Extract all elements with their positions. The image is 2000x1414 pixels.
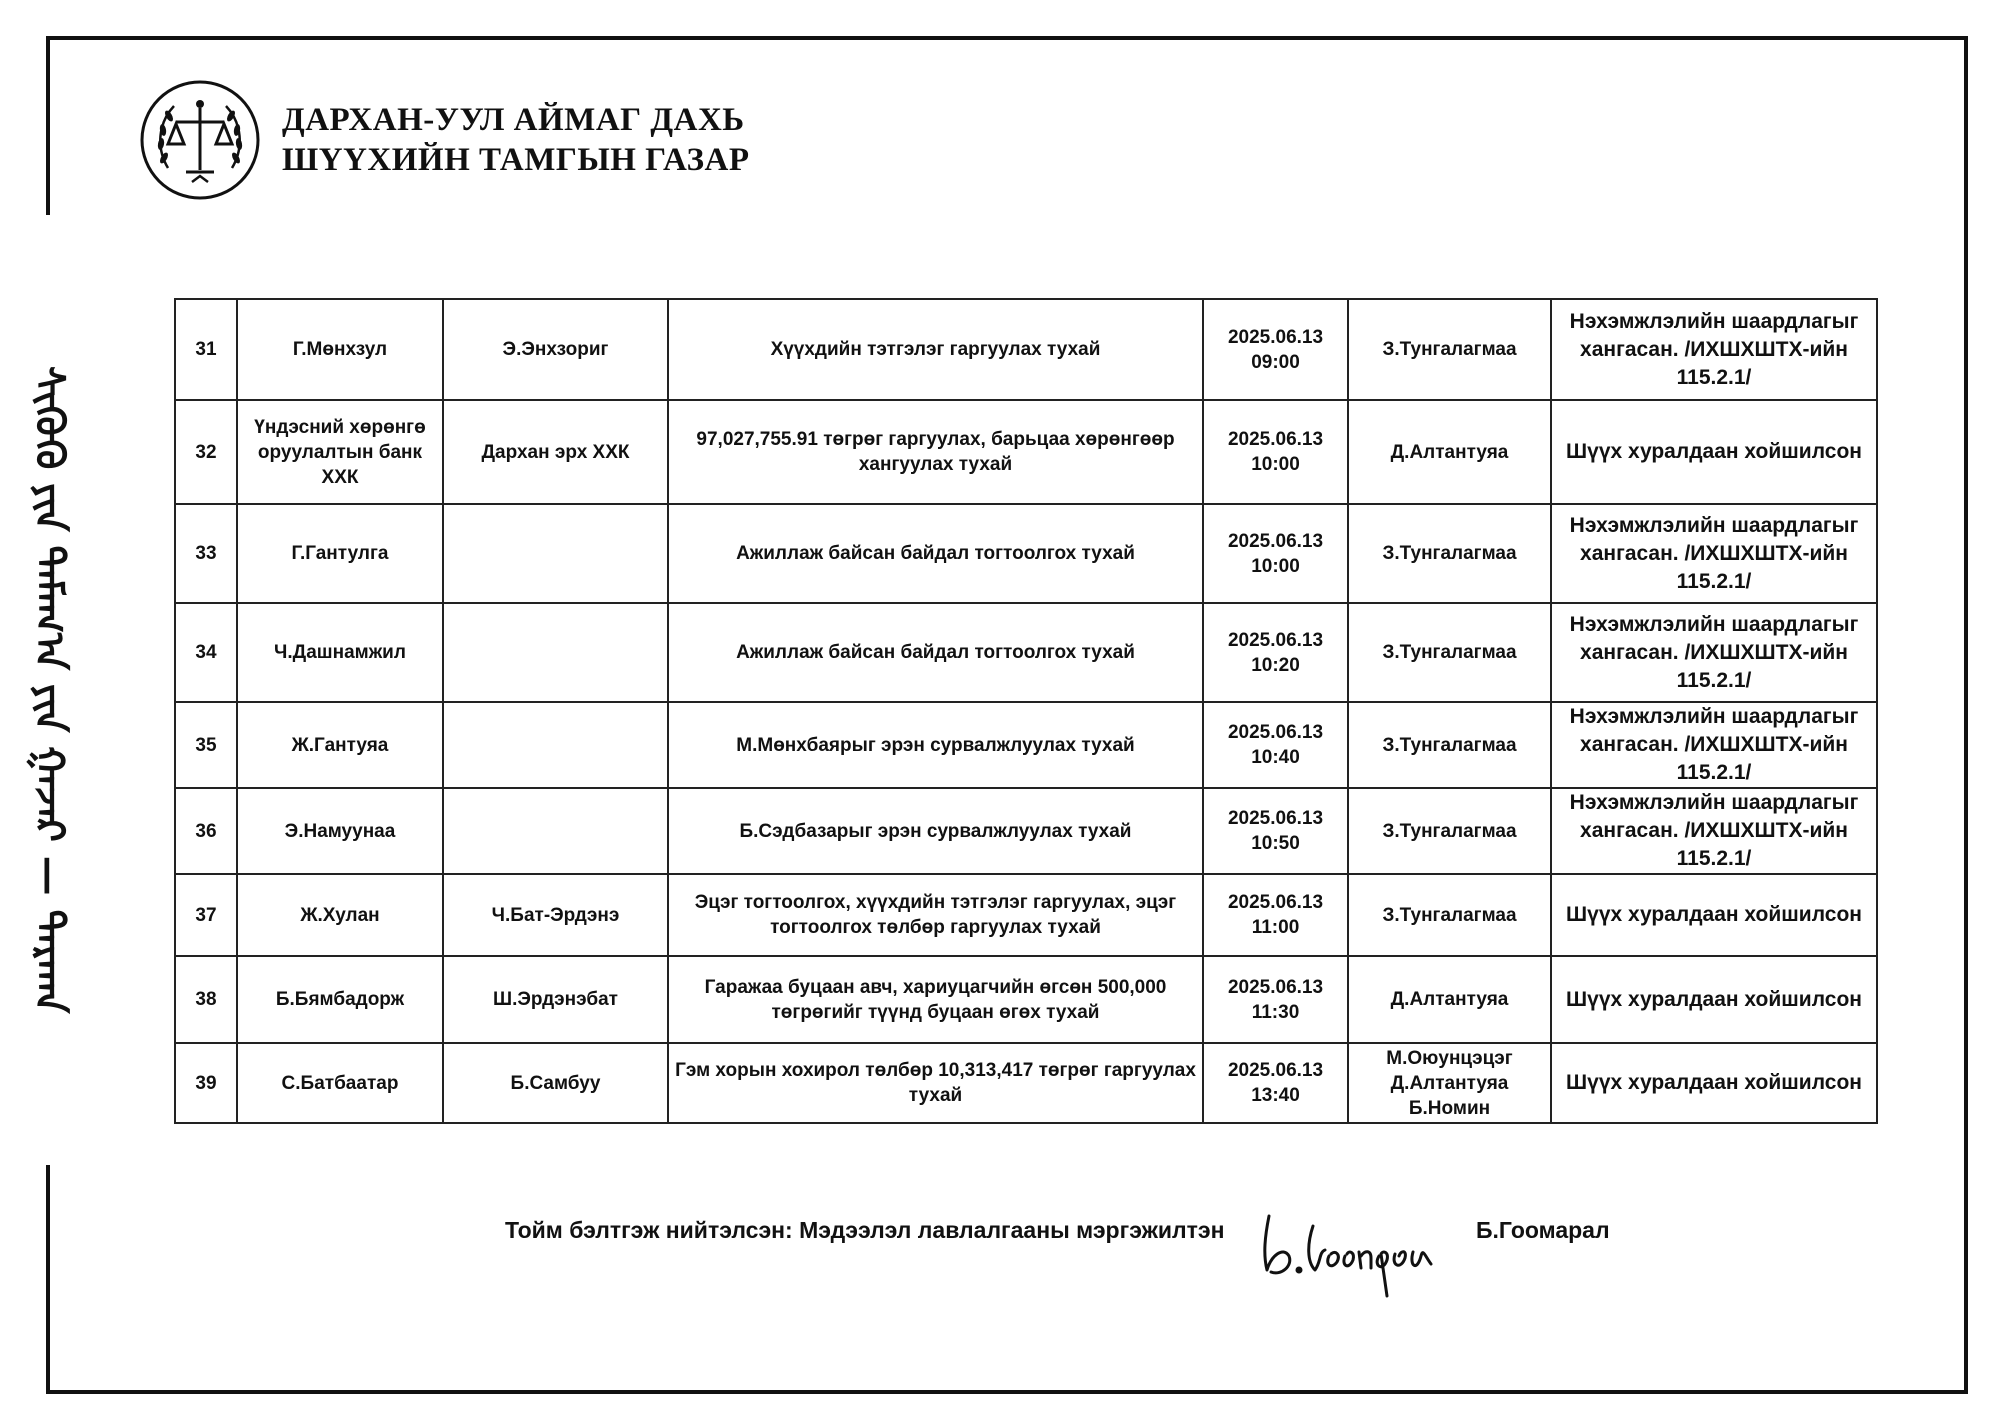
signature-image: [1255, 1196, 1455, 1306]
hearing-date: 2025.06.13: [1227, 808, 1324, 829]
hearing-date: 2025.06.13: [1227, 976, 1324, 998]
case-number-cell: 38: [175, 956, 237, 1043]
hearing-datetime-cell: [1203, 400, 1348, 504]
case-number-cell: 35: [175, 702, 237, 788]
hearing-datetime-cell: [1203, 603, 1348, 702]
claim-cell: Ажиллаж байсан байдал тогтоолгох тухай: [668, 603, 1203, 702]
decision-cell: Нэхэмжлэлийн шаардлагыг хангасан. /ИХШХШТХ-ийн 115.2.1/: [1551, 299, 1877, 400]
hearing-datetime-cell: [1203, 788, 1348, 874]
claim-cell: Гаражаа буцаан авч, хариуцагчийн өгсөн 500,000 төгрөгийг түүнд буцаан өгөх тухай: [668, 956, 1203, 1043]
table-row: [175, 874, 1877, 956]
decision-cell: Шүүх хуралдаан хойшилсон: [1551, 874, 1877, 956]
hearing-datetime-cell: [1203, 702, 1348, 788]
decision-cell: Нэхэмжлэлийн шаардлагыг хангасан. /ИХШХШТХ-ийн 115.2.1/: [1551, 603, 1877, 702]
claim-cell: Эцэг тогтоолгох, хүүхдийн тэтгэлэг гаргуулах, эцэг тогтоолгох төлбөр гаргуулах тухай: [668, 874, 1203, 956]
organization-name: [282, 100, 749, 180]
hearing-time: 10:00: [1251, 555, 1300, 577]
claim-cell: М.Мөнхбаярыг эрэн сурвалжлуулах тухай: [668, 702, 1203, 788]
case-number-cell: 36: [175, 788, 237, 874]
court-emblem-icon: [138, 78, 262, 202]
decision-cell: Нэхэмжлэлийн шаардлагыг хангасан. /ИХШХШТХ-ийн 115.2.1/: [1551, 702, 1877, 788]
plaintiff-cell: Ж.Гантуяа: [237, 702, 443, 788]
plaintiff-cell: Ж.Хулан: [237, 874, 443, 956]
vertical-script-label: ᠰᠢᠭᠦᠬᠦ ᠶᠢᠨ ᠲᠠᠮᠠᠭ᠎ᠠ ᠶᠢᠨ ᠭᠠᠵᠠᠷ — ᠳᠠᠷᠬᠠᠨ: [26, 366, 73, 1014]
decision-cell: Шүүх хуралдаан хойшилсон: [1551, 956, 1877, 1043]
defendant-cell: Ш.Эрдэнэбат: [443, 956, 668, 1043]
defendant-cell: Э.Энхзориг: [443, 299, 668, 400]
hearing-datetime-cell: [1203, 299, 1348, 400]
judge-cell: З.Тунгалагмаа: [1348, 504, 1551, 603]
defendant-cell: [443, 504, 668, 603]
organization-name-line1: ДАРХАН-УУЛ АЙМАГ ДАХЬ: [282, 102, 745, 138]
judge-cell: М.Оюунцэцэг Д.Алтантуяа Б.Номин: [1348, 1043, 1551, 1123]
defendant-cell: Б.Самбуу: [443, 1043, 668, 1123]
table-row: [175, 603, 1877, 702]
hearing-date: 2025.06.13: [1227, 530, 1324, 552]
plaintiff-cell: Г.Гантулга: [237, 504, 443, 603]
defendant-cell: Ч.Бат-Эрдэнэ: [443, 874, 668, 956]
decision-cell: Шүүх хуралдаан хойшилсон: [1551, 400, 1877, 504]
hearing-date: 2025.06.13: [1227, 629, 1324, 651]
court-cases-table: [174, 298, 1878, 1124]
hearing-time: 11:30: [1251, 1001, 1300, 1023]
hearing-date: 2025.06.13: [1227, 722, 1324, 743]
hearing-date: 2025.06.13: [1227, 1060, 1324, 1081]
table-row: [175, 299, 1877, 400]
decision-cell: Нэхэмжлэлийн шаардлагыг хангасан. /ИХШХШТХ-ийн 115.2.1/: [1551, 504, 1877, 603]
hearing-datetime-cell: [1203, 1043, 1348, 1123]
defendant-cell: [443, 702, 668, 788]
case-number-cell: 33: [175, 504, 237, 603]
table-row: [175, 788, 1877, 874]
judge-cell: З.Тунгалагмаа: [1348, 702, 1551, 788]
claim-cell: 97,027,755.91 төгрөг гаргуулах, барьцаа хөрөнгөөр хангуулах тухай: [668, 400, 1203, 504]
defendant-cell: [443, 788, 668, 874]
decision-cell: Нэхэмжлэлийн шаардлагыг хангасан. /ИХШХШТХ-ийн 115.2.1/: [1551, 788, 1877, 874]
judge-cell: Д.Алтантуяа: [1348, 400, 1551, 504]
plaintiff-cell: Э.Намуунаа: [237, 788, 443, 874]
case-number-cell: 39: [175, 1043, 237, 1123]
hearing-date: 2025.06.13: [1227, 892, 1324, 913]
judge-cell: З.Тунгалагмаа: [1348, 874, 1551, 956]
hearing-datetime-cell: [1203, 956, 1348, 1043]
table-row: [175, 956, 1877, 1043]
judge-cell: З.Тунгалагмаа: [1348, 788, 1551, 874]
claim-cell: Ажиллаж байсан байдал тогтоолгох тухай: [668, 504, 1203, 603]
hearing-datetime-cell: [1203, 504, 1348, 603]
hearing-time: 10:00: [1251, 454, 1300, 475]
claim-cell: Хүүхдийн тэтгэлэг гаргуулах тухай: [668, 299, 1203, 400]
table-body: [175, 299, 1877, 1123]
plaintiff-cell: Г.Мөнхзул: [237, 299, 443, 400]
hearing-time: 10:20: [1251, 654, 1300, 676]
hearing-time: 10:50: [1251, 833, 1300, 854]
plaintiff-cell: Үндэсний хөрөнгө оруулалтын банк ХХК: [237, 400, 443, 504]
defendant-cell: [443, 603, 668, 702]
table-row: [175, 504, 1877, 603]
hearing-datetime-cell: [1203, 874, 1348, 956]
hearing-time: 10:40: [1251, 747, 1300, 768]
claim-cell: Гэм хорын хохирол төлбөр 10,313,417 төгрөг гаргуулах тухай: [668, 1043, 1203, 1123]
table-row: [175, 1043, 1877, 1123]
judge-cell: Д.Алтантуяа: [1348, 956, 1551, 1043]
prepared-by-text: Тойм бэлтгэж нийтэлсэн: Мэдээлэл лавлалгааны мэргэжилтэн: [505, 1217, 1225, 1243]
plaintiff-cell: Ч.Дашнамжил: [237, 603, 443, 702]
vertical-script-text: [18, 215, 80, 1165]
decision-cell: Шүүх хуралдаан хойшилсон: [1551, 1043, 1877, 1123]
organization-name-line2: ШҮҮХИЙН ТАМГЫН ГАЗАР: [282, 142, 750, 178]
claim-cell: Б.Сэдбазарыг эрэн сурвалжлуулах тухай: [668, 788, 1203, 874]
table-row: [175, 400, 1877, 504]
plaintiff-cell: Б.Бямбадорж: [237, 956, 443, 1043]
case-number-cell: 34: [175, 603, 237, 702]
table-row: [175, 702, 1877, 788]
case-number-cell: 32: [175, 400, 237, 504]
signer-name: Б.Гоомарал: [1476, 1217, 1610, 1243]
hearing-time: 11:00: [1251, 917, 1300, 938]
hearing-date: 2025.06.13: [1227, 326, 1324, 348]
defendant-cell: Дархан эрх ХХК: [443, 400, 668, 504]
plaintiff-cell: С.Батбаатар: [237, 1043, 443, 1123]
hearing-time: 09:00: [1251, 351, 1300, 373]
judge-cell: З.Тунгалагмаа: [1348, 299, 1551, 400]
case-number-cell: 37: [175, 874, 237, 956]
hearing-date: 2025.06.13: [1227, 429, 1324, 450]
hearing-time: 13:40: [1251, 1085, 1300, 1106]
judge-cell: З.Тунгалагмаа: [1348, 603, 1551, 702]
case-number-cell: 31: [175, 299, 237, 400]
